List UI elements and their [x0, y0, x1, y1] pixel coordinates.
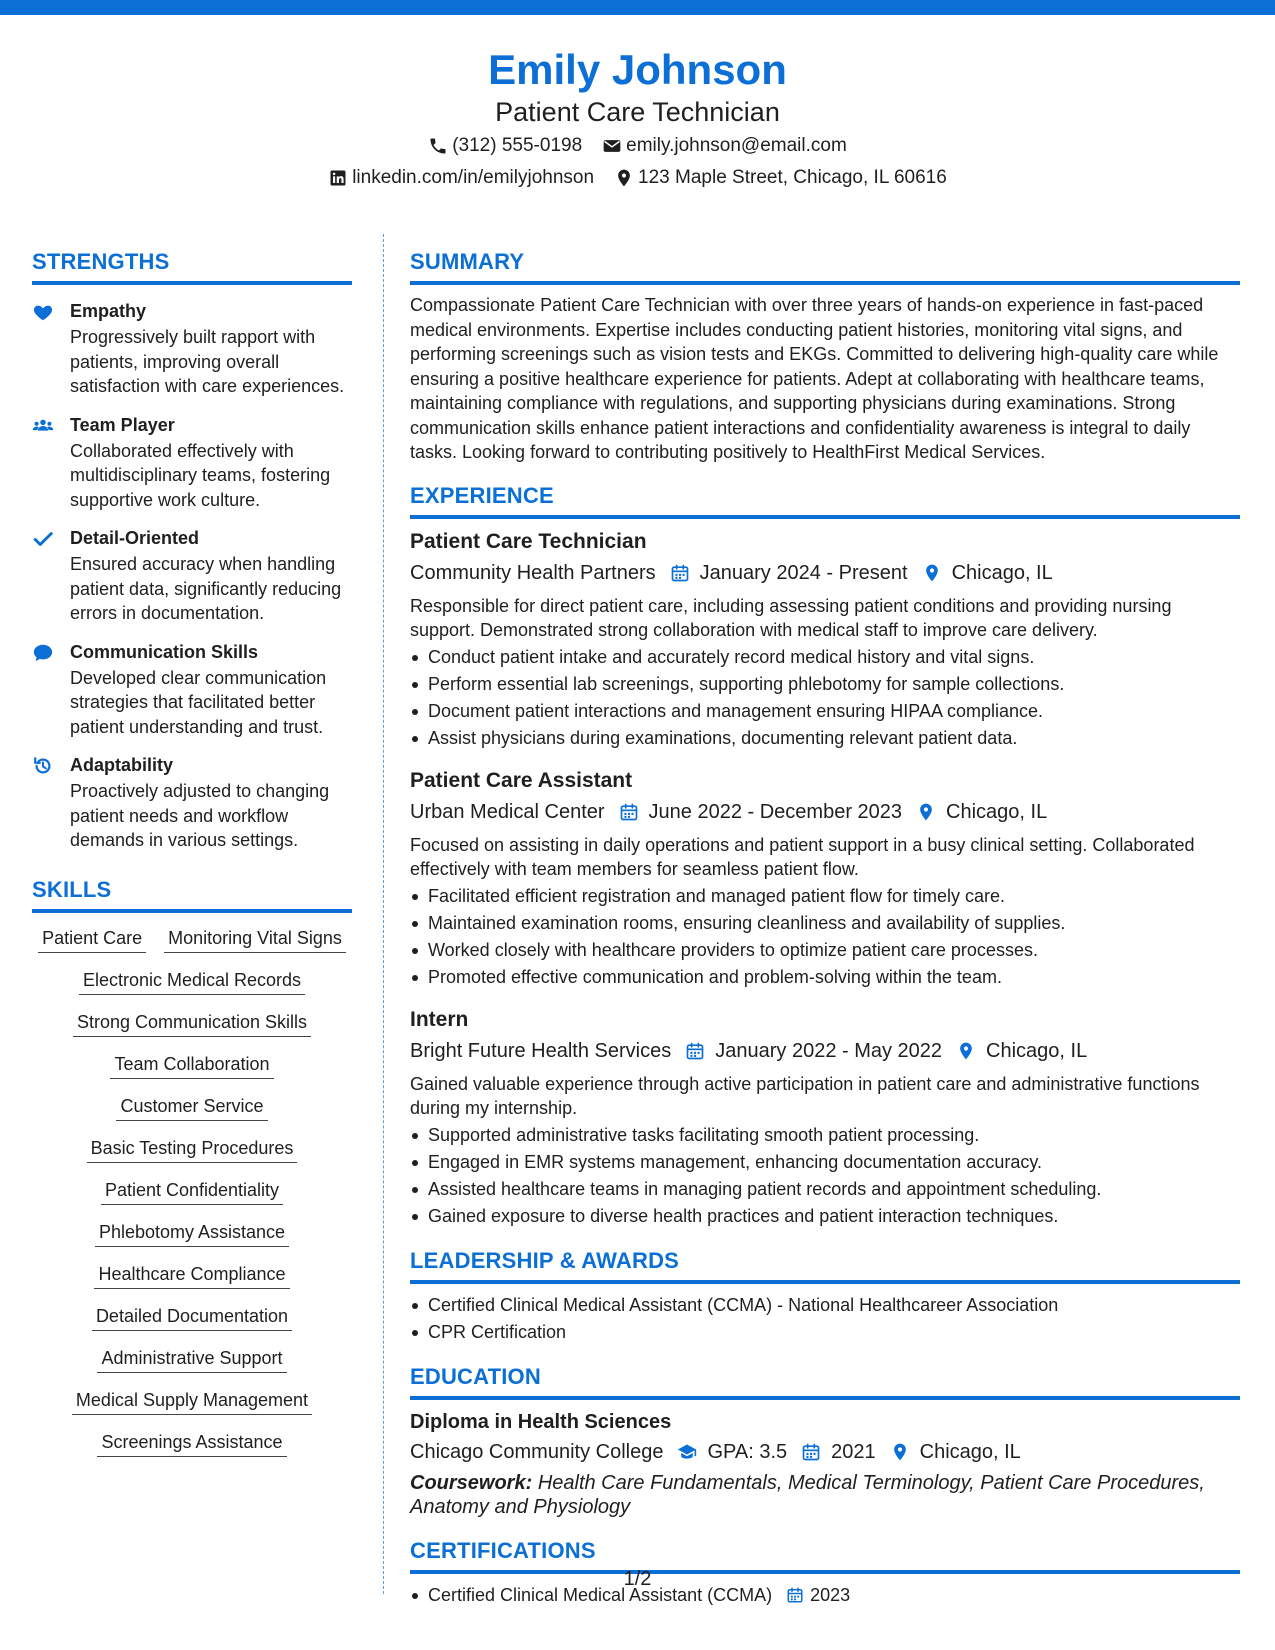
strength-item — [32, 299, 352, 399]
job-meta — [410, 1036, 1240, 1066]
school-location: Chicago, IL — [919, 1440, 1021, 1463]
candidate-name: Emily Johnson — [488, 46, 787, 93]
coursework-text: Health Care Fundamentals, Medical Terminology, Patient Care Procedures, Anatomy and Physiology — [410, 1471, 1205, 1518]
job-description: Gained valuable experience through active participation in patient care and administrative functions during my internship. — [410, 1073, 1200, 1118]
job-dates: January 2022 - May 2022 — [715, 1039, 943, 1062]
coursework — [410, 1471, 1240, 1520]
job-bullets — [410, 883, 1240, 991]
skill-tag: Medical Supply Management — [72, 1385, 312, 1415]
strength-desc: Ensured accuracy when handling patient data, significantly reducing errors in documentation. — [70, 554, 342, 623]
list-item: Engaged in EMR systems management, enhancing documentation accuracy. — [410, 1149, 1240, 1176]
map-pin-icon — [916, 802, 936, 822]
linkedin-text: linkedin.com/in/emilyjohnson — [352, 167, 595, 188]
strength-item — [32, 413, 352, 513]
skills-list — [32, 923, 352, 1457]
education-meta — [410, 1437, 1240, 1467]
calendar-icon — [670, 563, 690, 583]
school-name: Chicago Community College — [410, 1440, 664, 1463]
degree-title: Diploma in Health Sciences — [410, 1410, 672, 1433]
list-item: Maintained examination rooms, ensuring cleanliness and availability of supplies. — [410, 910, 1240, 937]
calendar-icon — [619, 802, 639, 822]
strength-desc: Collaborated effectively with multidisciplinary teams, fostering supportive work culture. — [70, 440, 331, 510]
certifications-heading: CERTIFICATIONS — [410, 1536, 1240, 1574]
contact-row-2 — [0, 164, 1275, 192]
job-company: Urban Medical Center — [410, 800, 605, 823]
job-bullets — [410, 1122, 1240, 1230]
job-meta — [410, 797, 1240, 827]
job-location: Chicago, IL — [986, 1039, 1088, 1062]
job-title: Intern — [410, 1007, 469, 1031]
skills-heading: SKILLS — [32, 875, 352, 913]
job-dates: January 2024 - Present — [699, 561, 908, 584]
strength-item — [32, 640, 352, 740]
column-divider — [383, 234, 384, 1594]
skill-tag: Patient Confidentiality — [101, 1175, 283, 1205]
job-company: Bright Future Health Services — [410, 1039, 672, 1062]
skill-tag: Basic Testing Procedures — [87, 1133, 298, 1163]
chat-bubble-icon — [32, 642, 54, 664]
left-column — [32, 247, 352, 1457]
calendar-icon — [685, 1041, 705, 1061]
job-company: Community Health Partners — [410, 561, 656, 584]
map-pin-icon — [890, 1442, 910, 1462]
job-title: Patient Care Assistant — [410, 768, 633, 792]
skill-tag: Administrative Support — [97, 1343, 286, 1373]
skill-tag: Phlebotomy Assistance — [95, 1217, 289, 1247]
strengths-heading: STRENGTHS — [32, 247, 352, 285]
map-pin-icon — [614, 168, 634, 188]
leadership-list — [410, 1292, 1240, 1346]
right-column — [410, 247, 1240, 1609]
contact-row-1 — [0, 132, 1275, 160]
job-dates: June 2022 - December 2023 — [648, 800, 903, 823]
list-item: Gained exposure to diverse health practices and patient interaction techniques. — [410, 1203, 1240, 1230]
skill-tag: Healthcare Compliance — [94, 1259, 289, 1289]
map-pin-icon — [922, 563, 942, 583]
list-item: Certified Clinical Medical Assistant (CCMA) - National Healthcareer Association — [410, 1292, 1240, 1319]
skill-tag: Detailed Documentation — [92, 1301, 292, 1331]
strength-title: Adaptability — [70, 755, 174, 775]
heart-icon — [32, 301, 54, 323]
graduation-year: 2021 — [831, 1440, 876, 1463]
job-entry — [410, 766, 1240, 991]
certification-name: Certified Clinical Medical Assistant (CCMA) — [428, 1584, 773, 1605]
list-item: Assisted healthcare teams in managing patient records and appointment scheduling. — [410, 1176, 1240, 1203]
skill-tag: Patient Care — [38, 923, 146, 953]
linkedin-icon — [328, 168, 348, 188]
summary-text: Compassionate Patient Care Technician with over three years of hands-on experience in fast-paced medical environments. Expertise includes conducting patient histories, monitoring vital signs, and performing screenings such as vision tests and EKGs. Committed to delivering high-quality care while ensuring a positive healthcare experience for patients. Adept at collaborating with healthcare teams, maintaining compliance with regulations, and supporting physicians during examinations. Strong communication skills enhance patient interactions and confidentiality awareness is integral to daily tasks. Looking forward to contributing positively to HealthFirst Medical Services. — [410, 295, 1219, 462]
job-location: Chicago, IL — [951, 561, 1053, 584]
coursework-label: Coursework: — [410, 1471, 533, 1494]
education-heading: EDUCATION — [410, 1362, 1240, 1400]
strength-item — [32, 526, 352, 626]
candidate-role: Patient Care Technician — [495, 97, 780, 127]
email-contact — [602, 132, 847, 160]
job-location: Chicago, IL — [946, 800, 1048, 823]
certification-year: 2023 — [810, 1584, 851, 1605]
map-pin-icon — [956, 1041, 976, 1061]
email-text: emily.johnson@email.com — [626, 135, 847, 156]
graduation-cap-icon — [677, 1442, 697, 1462]
job-description: Responsible for direct patient care, including assessing patient conditions and providing nursing support. Demonstrated strong collaboration with medical staff to improve care delivery. — [410, 595, 1172, 640]
job-entry — [410, 1005, 1240, 1230]
job-entry — [410, 527, 1240, 752]
list-item: Facilitated efficient registration and managed patient flow for timely care. — [410, 883, 1240, 910]
job-meta — [410, 558, 1240, 588]
linkedin-contact — [328, 164, 594, 192]
phone-text: (312) 555-0198 — [452, 135, 583, 156]
job-bullets — [410, 644, 1240, 752]
list-item: CPR Certification — [410, 1319, 1240, 1346]
history-icon — [32, 755, 54, 777]
list-item: Conduct patient intake and accurately record medical history and vital signs. — [410, 644, 1240, 671]
list-item: Document patient interactions and management ensuring HIPAA compliance. — [410, 698, 1240, 725]
top-accent-bar — [0, 0, 1275, 15]
check-icon — [32, 528, 54, 550]
strength-desc: Proactively adjusted to changing patient needs and workflow demands in various settings. — [70, 781, 330, 850]
strength-title: Detail-Oriented — [70, 528, 200, 548]
skill-tag: Screenings Assistance — [97, 1427, 286, 1457]
envelope-icon — [602, 136, 622, 156]
list-item: Worked closely with healthcare providers to optimize patient care processes. — [410, 937, 1240, 964]
calendar-icon — [801, 1442, 821, 1462]
strength-desc: Progressively built rapport with patients, improving overall satisfaction with care experiences. — [70, 327, 345, 396]
leadership-heading: LEADERSHIP & AWARDS — [410, 1246, 1240, 1284]
address-contact — [614, 164, 947, 192]
skill-tag: Monitoring Vital Signs — [164, 923, 346, 953]
page-number: 1/2 — [623, 1568, 652, 1590]
job-title: Patient Care Technician — [410, 529, 647, 553]
list-item: Promoted effective communication and problem-solving within the team. — [410, 964, 1240, 991]
skill-tag: Customer Service — [116, 1091, 267, 1121]
users-icon — [32, 415, 54, 437]
gpa-text: GPA: 3.5 — [707, 1440, 788, 1463]
strength-title: Communication Skills — [70, 641, 259, 662]
list-item: Supported administrative tasks facilitating smooth patient processing. — [410, 1122, 1240, 1149]
phone-contact — [428, 132, 582, 160]
skill-tag: Electronic Medical Records — [79, 965, 305, 995]
list-item: Assist physicians during examinations, documenting relevant patient data. — [410, 725, 1240, 752]
strength-desc: Developed clear communication strategies that facilitated better patient understanding and trust. — [70, 667, 327, 737]
list-item: Perform essential lab screenings, supporting phlebotomy for sample collections. — [410, 671, 1240, 698]
phone-icon — [428, 136, 448, 156]
skill-tag: Team Collaboration — [110, 1049, 273, 1079]
summary-heading: SUMMARY — [410, 247, 1240, 285]
resume-header — [0, 42, 1275, 192]
strength-title: Empathy — [70, 301, 147, 321]
address-text: 123 Maple Street, Chicago, IL 60616 — [638, 167, 947, 188]
strength-item — [32, 753, 352, 853]
job-description: Focused on assisting in daily operations and patient support in a busy clinical setting. Collaborated effectively with team members for seamless patient flow. — [410, 834, 1195, 879]
experience-heading: EXPERIENCE — [410, 481, 1240, 519]
strength-title: Team Player — [70, 414, 175, 435]
skill-tag: Strong Communication Skills — [73, 1007, 311, 1037]
